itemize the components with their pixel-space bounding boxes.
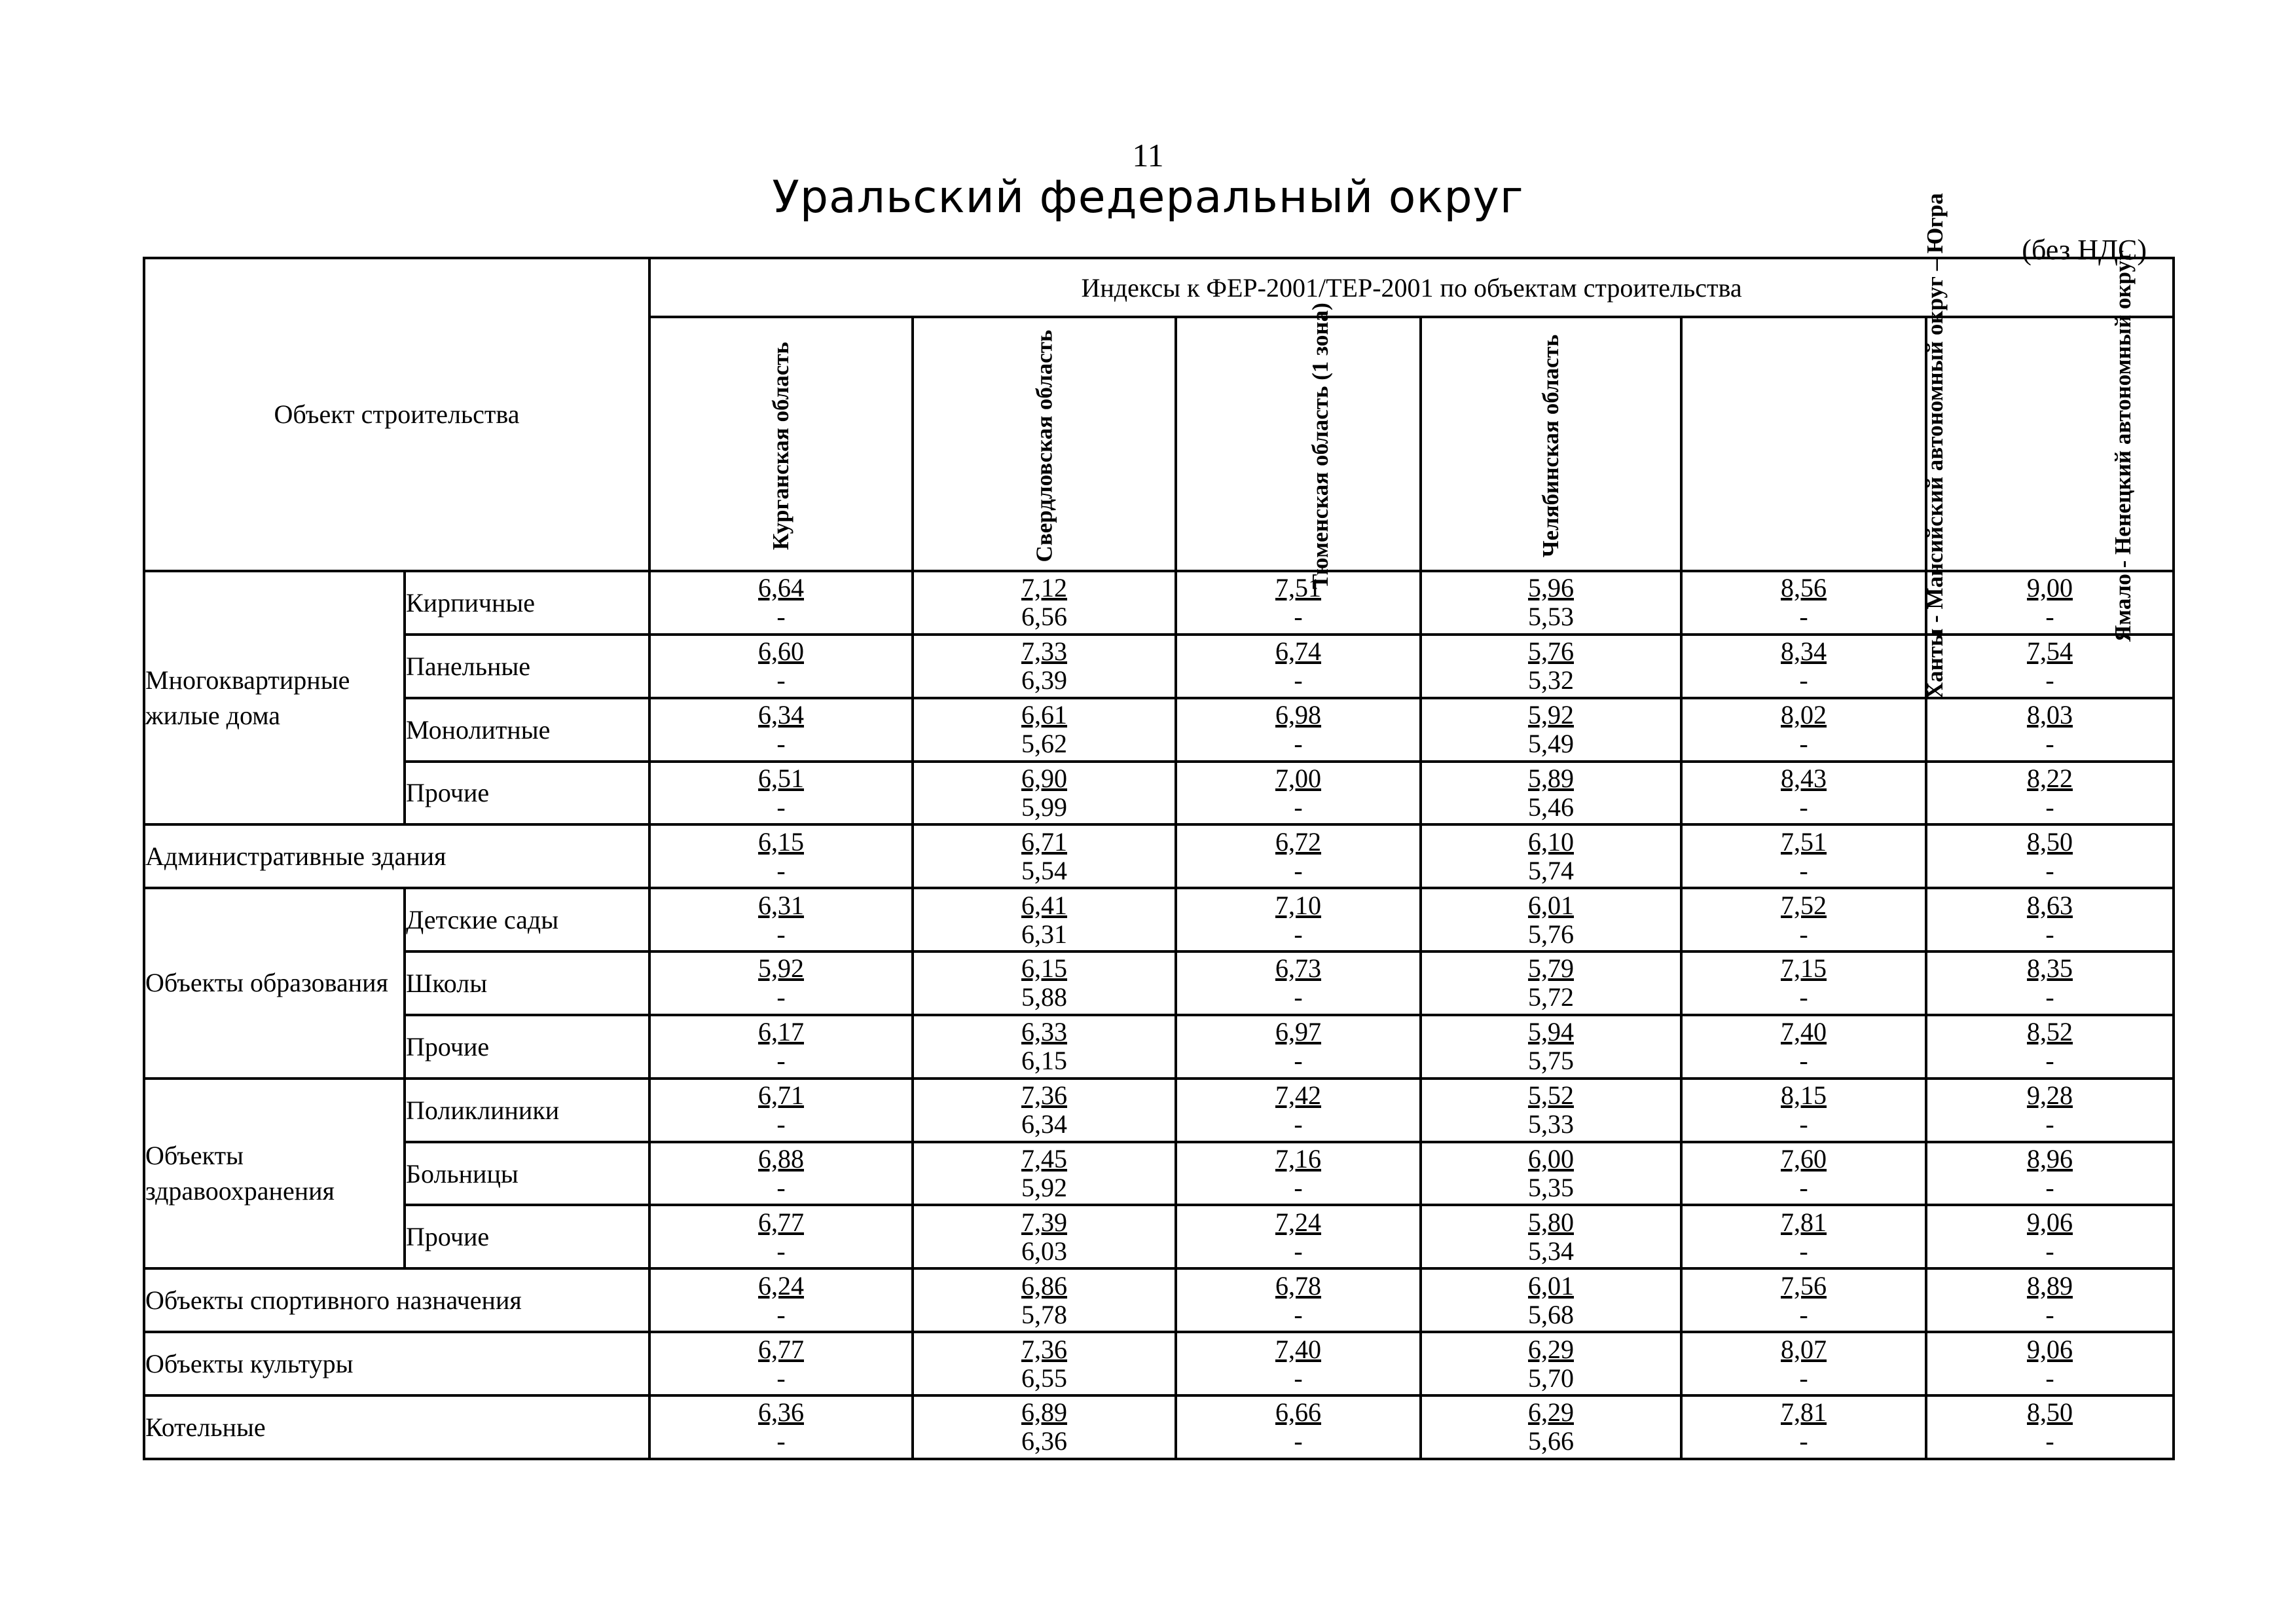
value-cell [1926,1079,2174,1142]
index-value: 8,50 [2027,1397,2073,1428]
value-cell [913,1142,1176,1206]
secondary-value: - [1294,729,1303,759]
value-cell [649,571,913,635]
index-value: 5,52 [1528,1080,1575,1111]
index-value: 9,06 [2027,1207,2073,1237]
secondary-value: 5,53 [1528,602,1575,632]
index-value: 6,01 [1528,1270,1575,1301]
index-value: 7,33 [1021,637,1068,667]
row-label: Школы [405,951,649,1015]
value-cell [913,635,1176,698]
value-cell [1176,1205,1421,1268]
value-cell [1176,762,1421,825]
value-cell [1421,698,1681,762]
index-value: 6,73 [1275,953,1322,984]
value-cell [1421,1205,1681,1268]
index-value: 8,89 [2027,1270,2073,1301]
secondary-value: - [776,729,786,759]
index-value: 8,07 [1781,1334,1827,1364]
index-value: 6,15 [1021,953,1068,984]
index-value: 7,54 [2027,637,2073,667]
secondary-value: - [2045,919,2054,949]
secondary-value: 5,78 [1021,1299,1068,1329]
value-cell [1421,1332,1681,1395]
row-label: Больницы [405,1142,649,1206]
secondary-value: 6,36 [1021,1426,1068,1456]
index-value: 6,41 [1021,890,1068,920]
secondary-value: 6,39 [1021,665,1068,695]
value-cell [1176,951,1421,1015]
index-value: 6,10 [1528,826,1575,857]
index-value: 6,77 [758,1334,805,1364]
secondary-value: - [2045,1363,2054,1393]
table-row [144,888,2174,951]
index-value: 6,29 [1528,1334,1575,1364]
secondary-value: - [2045,1299,2054,1329]
secondary-value: - [776,1046,786,1076]
value-cell [1681,698,1926,762]
index-value: 5,92 [758,953,805,984]
index-value: 7,40 [1781,1017,1827,1047]
table-row [144,1079,2174,1142]
value-cell [1926,1395,2174,1459]
secondary-value: 6,03 [1021,1236,1068,1266]
row-label: Прочие [405,1015,649,1079]
index-value: 7,56 [1781,1270,1827,1301]
index-value: 7,81 [1781,1397,1827,1428]
secondary-value: - [2045,1109,2054,1139]
secondary-value: 6,31 [1021,919,1068,949]
value-cell [1681,635,1926,698]
index-value: 6,86 [1021,1270,1068,1301]
value-cell [1421,571,1681,635]
value-cell [1681,824,1926,888]
value-cell [1681,1395,1926,1459]
index-value: 8,56 [1781,573,1827,603]
index-value: 7,51 [1781,826,1827,857]
index-value: 5,89 [1528,763,1575,793]
secondary-value: 5,46 [1528,792,1575,822]
secondary-value: 5,62 [1021,729,1068,759]
index-value: 6,98 [1275,700,1322,730]
table-body [144,571,2174,1459]
index-value: 6,77 [758,1207,805,1237]
index-value: 7,42 [1275,1080,1322,1111]
value-cell [1926,1205,2174,1268]
value-cell [1681,762,1926,825]
secondary-value: - [776,1363,786,1393]
index-value: 6,00 [1528,1144,1575,1174]
secondary-value: - [1294,602,1303,632]
value-cell [1176,1268,1421,1332]
value-cell [649,888,913,951]
value-cell [913,888,1176,951]
index-value: 7,51 [1275,573,1322,603]
secondary-value: - [1294,855,1303,885]
secondary-value: 5,76 [1528,919,1575,949]
index-value: 6,36 [758,1397,805,1428]
secondary-value: 5,66 [1528,1426,1575,1456]
secondary-value: 6,55 [1021,1363,1068,1393]
secondary-value: - [776,982,786,1012]
index-value: 9,00 [2027,573,2073,603]
index-value: 6,90 [1021,763,1068,793]
value-cell [1926,951,2174,1015]
row-label: Поликлиники [405,1079,649,1142]
secondary-value: - [1799,792,1808,822]
index-value: 7,52 [1781,890,1827,920]
secondary-value: - [2045,1236,2054,1266]
secondary-value: - [1799,729,1808,759]
index-value: 6,17 [758,1017,805,1047]
secondary-value: - [1294,792,1303,822]
value-cell [1681,1268,1926,1332]
secondary-value: - [2045,855,2054,885]
secondary-value: - [2045,792,2054,822]
secondary-value: - [1799,1299,1808,1329]
row-label: Административные здания [144,824,649,888]
value-cell [649,1205,913,1268]
value-cell [1681,1332,1926,1395]
value-cell [1421,635,1681,698]
table-row [144,698,2174,762]
value-cell [1421,762,1681,825]
index-value: 6,88 [758,1144,805,1174]
secondary-value: - [776,602,786,632]
value-cell [1421,1395,1681,1459]
secondary-value: - [776,919,786,949]
value-cell [1421,1079,1681,1142]
value-cell [1926,1332,2174,1395]
value-cell [1176,1142,1421,1206]
index-value: 7,00 [1275,763,1322,793]
secondary-value: - [1799,1173,1808,1203]
secondary-value: 5,54 [1021,855,1068,885]
row-label: Панельные [405,635,649,698]
index-value: 9,06 [2027,1334,2073,1364]
row-label: Котельные [144,1395,649,1459]
region-label: Свердловская область [1031,329,1057,562]
value-cell [1176,635,1421,698]
page-number: 11 [1132,137,1164,174]
index-value: 8,03 [2027,700,2073,730]
secondary-value: - [776,855,786,885]
value-cell [649,1142,913,1206]
index-value: 8,96 [2027,1144,2073,1174]
secondary-value: - [1294,1236,1303,1266]
secondary-value: - [1799,919,1808,949]
index-value: 6,51 [758,763,805,793]
value-cell [1926,635,2174,698]
region-header [913,317,1176,571]
index-value: 6,15 [758,826,805,857]
index-value: 6,72 [1275,826,1322,857]
index-value: 8,63 [2027,890,2073,920]
secondary-value: 5,34 [1528,1236,1575,1266]
index-value: 7,15 [1781,953,1827,984]
index-value: 5,79 [1528,953,1575,984]
value-cell [649,824,913,888]
secondary-value: 5,92 [1021,1173,1068,1203]
secondary-value: - [776,1299,786,1329]
secondary-value: - [1294,665,1303,695]
secondary-value: - [1799,1363,1808,1393]
value-cell [1421,951,1681,1015]
value-cell [1926,824,2174,888]
index-value: 7,39 [1021,1207,1068,1237]
value-cell [1176,1332,1421,1395]
vat-note: (без НДС) [2022,234,2147,266]
secondary-value: - [776,1109,786,1139]
value-cell [913,698,1176,762]
value-cell [1681,1015,1926,1079]
row-label: Прочие [405,762,649,825]
index-value: 8,02 [1781,700,1827,730]
value-cell [913,1205,1176,1268]
row-label: Прочие [405,1205,649,1268]
index-value: 7,81 [1781,1207,1827,1237]
table-row [144,1015,2174,1079]
secondary-value: - [2045,1046,2054,1076]
page-title: Уральский федеральный округ [772,172,1524,223]
secondary-value: - [776,792,786,822]
index-value: 6,97 [1275,1017,1322,1047]
group-label: Объекты здравоохранения [144,1079,405,1269]
index-value: 7,40 [1275,1334,1322,1364]
index-value: 5,94 [1528,1017,1575,1047]
value-cell [913,1268,1176,1332]
index-value: 8,34 [1781,637,1827,667]
secondary-value: - [1799,982,1808,1012]
region-label: Челябинская область [1538,334,1564,557]
secondary-value: 5,88 [1021,982,1068,1012]
secondary-value: - [1799,1046,1808,1076]
secondary-value: - [1294,982,1303,1012]
secondary-value: 5,72 [1528,982,1575,1012]
secondary-value: - [1799,1236,1808,1266]
secondary-value: - [1294,919,1303,949]
secondary-value: - [1799,1426,1808,1456]
table-row [144,1268,2174,1332]
region-header [649,317,913,571]
index-value: 5,80 [1528,1207,1575,1237]
value-cell [913,1332,1176,1395]
index-value: 6,29 [1528,1397,1575,1428]
secondary-value: - [1294,1426,1303,1456]
value-cell [1926,888,2174,951]
value-cell [1176,698,1421,762]
value-cell [1421,1015,1681,1079]
value-cell [913,1015,1176,1079]
value-cell [649,1395,913,1459]
value-cell [1926,762,2174,825]
table-row [144,571,2174,635]
region-label: Ханты - Мансийский автономный округ – Югра [1922,193,1948,699]
table-row [144,1142,2174,1206]
index-value: 6,71 [758,1080,805,1111]
region-header [1421,317,1681,571]
value-cell [1176,1015,1421,1079]
value-cell [1926,698,2174,762]
value-cell [913,1079,1176,1142]
value-cell [1421,888,1681,951]
secondary-value: - [2045,729,2054,759]
row-label: Объекты культуры [144,1332,649,1395]
index-value: 6,64 [758,573,805,603]
row-label: Объекты спортивного назначения [144,1268,649,1332]
secondary-value: 5,32 [1528,665,1575,695]
index-value: 6,78 [1275,1270,1322,1301]
index-value: 6,01 [1528,890,1575,920]
secondary-value: - [776,1173,786,1203]
region-label: Курганская область [768,341,794,550]
index-value: 8,35 [2027,953,2073,984]
value-cell [1176,1395,1421,1459]
value-cell [649,635,913,698]
secondary-value: - [1294,1173,1303,1203]
row-label: Монолитные [405,698,649,762]
index-value: 8,15 [1781,1080,1827,1111]
value-cell [1926,1142,2174,1206]
table-row [144,824,2174,888]
index-value: 9,28 [2027,1080,2073,1111]
secondary-value: - [2045,1173,2054,1203]
value-cell [1681,951,1926,1015]
value-cell [1681,1205,1926,1268]
index-value: 6,34 [758,700,805,730]
secondary-value: 6,56 [1021,602,1068,632]
index-value: 7,16 [1275,1144,1322,1174]
row-label: Кирпичные [405,571,649,635]
secondary-value: - [1799,855,1808,885]
value-cell [1421,1142,1681,1206]
group-label: Многоквартирные жилые дома [144,571,405,824]
index-value: 6,66 [1275,1397,1322,1428]
secondary-value: - [1799,602,1808,632]
secondary-value: 5,99 [1021,792,1068,822]
value-cell [649,698,913,762]
table-row [144,1205,2174,1268]
value-cell [649,1015,913,1079]
index-value: 5,92 [1528,700,1575,730]
table-row [144,1332,2174,1395]
index-value: 7,12 [1021,573,1068,603]
secondary-value: 5,75 [1528,1046,1575,1076]
index-value: 6,60 [758,637,805,667]
table-row [144,1395,2174,1459]
secondary-value: - [1799,665,1808,695]
table-row [144,951,2174,1015]
index-header: Индексы к ФЕР-2001/ТЕР-2001 по объектам строительства [649,258,2174,317]
value-cell [1421,1268,1681,1332]
value-cell [1926,1015,2174,1079]
value-cell [913,571,1176,635]
value-cell [1176,888,1421,951]
region-label: Тюменская область (1 зона) [1307,302,1333,589]
value-cell [1176,571,1421,635]
value-cell [913,762,1176,825]
index-value: 8,52 [2027,1017,2073,1047]
object-column-header: Объект строительства [144,258,649,571]
secondary-value: - [1294,1046,1303,1076]
secondary-value: - [1294,1363,1303,1393]
value-cell [1421,824,1681,888]
secondary-value: - [2045,982,2054,1012]
value-cell [1681,571,1926,635]
value-cell [649,1332,913,1395]
index-value: 6,33 [1021,1017,1068,1047]
index-value: 8,50 [2027,826,2073,857]
value-cell [913,824,1176,888]
value-cell [1681,1079,1926,1142]
value-cell [1681,1142,1926,1206]
value-cell [1176,824,1421,888]
group-label: Объекты образования [144,888,405,1079]
index-value: 5,76 [1528,637,1575,667]
value-cell [913,951,1176,1015]
secondary-value: 6,15 [1021,1046,1068,1076]
index-value: 7,10 [1275,890,1322,920]
value-cell [1926,1268,2174,1332]
value-cell [649,951,913,1015]
secondary-value: - [1294,1299,1303,1329]
secondary-value: 5,68 [1528,1299,1575,1329]
value-cell [1176,1079,1421,1142]
index-value: 7,36 [1021,1334,1068,1364]
secondary-value: 6,34 [1021,1109,1068,1139]
index-value: 8,43 [1781,763,1827,793]
index-value: 6,89 [1021,1397,1068,1428]
secondary-value: 5,74 [1528,855,1575,885]
index-value: 7,45 [1021,1144,1068,1174]
index-value: 7,36 [1021,1080,1068,1111]
secondary-value: - [776,1426,786,1456]
index-value: 6,71 [1021,826,1068,857]
value-cell [649,1268,913,1332]
index-value: 7,60 [1781,1144,1827,1174]
value-cell [649,1079,913,1142]
index-value: 6,61 [1021,700,1068,730]
secondary-value: 5,49 [1528,729,1575,759]
index-value: 7,24 [1275,1207,1322,1237]
secondary-value: 5,70 [1528,1363,1575,1393]
secondary-value: 5,35 [1528,1173,1575,1203]
secondary-value: - [2045,602,2054,632]
secondary-value: - [1799,1109,1808,1139]
region-label: Ямало - Ненецкий автономный округ [2109,249,2136,642]
secondary-value: - [776,1236,786,1266]
secondary-value: - [2045,1426,2054,1456]
secondary-value: - [776,665,786,695]
secondary-value: - [2045,665,2054,695]
index-value: 6,31 [758,890,805,920]
row-label: Детские сады [405,888,649,951]
index-value: 6,74 [1275,637,1322,667]
secondary-value: 5,33 [1528,1109,1575,1139]
value-cell [913,1395,1176,1459]
value-cell [1681,888,1926,951]
value-cell [649,762,913,825]
index-value: 8,22 [2027,763,2073,793]
table-row [144,635,2174,698]
table-row [144,762,2174,825]
index-value: 6,24 [758,1270,805,1301]
secondary-value: - [1294,1109,1303,1139]
index-value: 5,96 [1528,573,1575,603]
